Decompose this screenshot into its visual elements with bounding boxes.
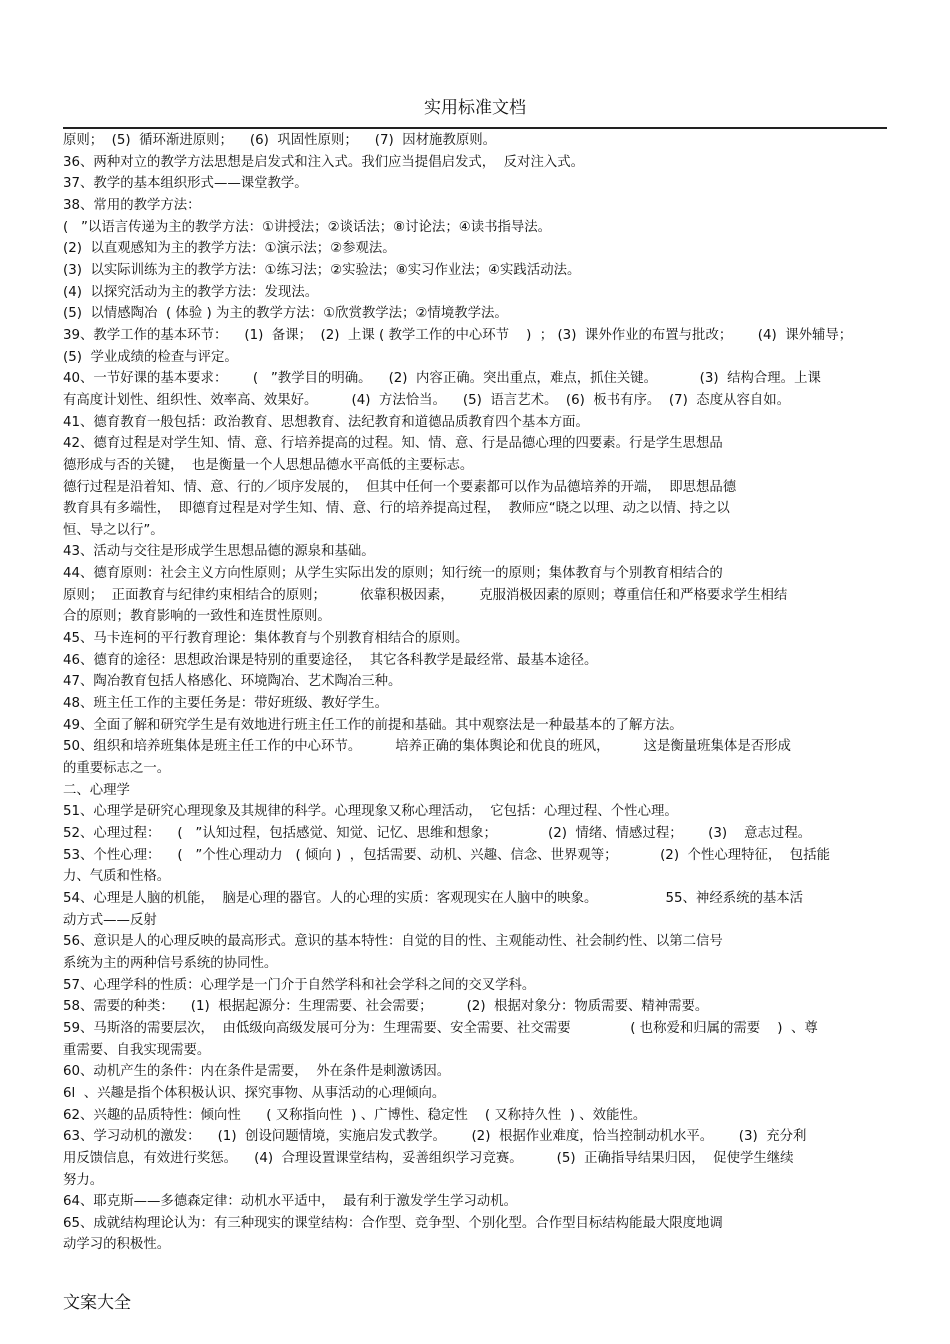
text-line: 53、个性心理： ( ”个性心理动力 ( 倾向 ) ，包括需要、动机、兴趣、信念、世界观等； (2) 个性心理特征， 包括能: [63, 847, 830, 863]
text-line: 有高度计划性、组织性、效率高、效果好。 (4) 方法恰当。 (5) 语言艺术。 (6) 板书有序。 (7) 态度从容自如。: [63, 392, 791, 408]
text-line: (3) 以实际训练为主的教学方法：①练习法；②实验法；⑧实习作业法；④实践活动法。: [63, 262, 581, 278]
text-line: 58、需要的种类： (1) 根据起源分：生理需要、社会需要； (2) 根据对象分：物质需要、精神需要。: [63, 999, 709, 1015]
text-line: 原则； (5) 循环渐进原则； (6) 巩固性原则； (7) 因材施教原则。: [63, 133, 496, 148]
text-line: 47、陶冶教育包括人格感化、环境陶冶、艺术陶冶三种。: [63, 674, 402, 690]
text-line: 动方式——反射: [63, 912, 157, 928]
text-line: 36、两种对立的教学方法思想是启发式和注入式。我们应当提倡启发式， 反对注入式。: [63, 154, 585, 170]
text-line: 恒、导之以行”。: [63, 522, 164, 538]
text-line: 的重要标志之一。: [63, 761, 171, 777]
text-line: (5) 以情感陶冶 ( 体验 ) 为主的教学方法：①欣赏教学法；②情境教学法。: [63, 306, 508, 322]
text-line: 努力。: [63, 1172, 104, 1188]
text-line: 原则； 正面教育与纪律约束相结合的原则； 依靠积极因素， 克服消极因素的原则；尊重信任和严格要求学生相结: [63, 587, 788, 603]
text-line: 60、动机产生的条件：内在条件是需要， 外在条件是刺激诱因。: [63, 1064, 451, 1080]
text-line: 重需要、自我实现需要。: [63, 1042, 211, 1058]
text-line: 德形成与否的关键， 也是衡量一个人思想品德水平高低的主要标志。: [63, 457, 474, 473]
text-line: 43、活动与交往是形成学生思想品德的源泉和基础。: [63, 544, 375, 560]
text-line: (4) 以探究活动为主的教学方法：发现法。: [63, 284, 319, 300]
text-line: 52、心理过程： ( ”认知过程，包括感觉、知觉、记忆、思维和想象； (2) 情绪、情感过程； (3) 意志过程。: [63, 826, 812, 841]
text-line: 59、马斯洛的需要层次， 由低级向高级发展可分为：生理需要、安全需要、社交需要 ( 也称爱和归属的需要 ) 、尊: [63, 1020, 818, 1036]
text-line: 40、一节好课的基本要求： ( ”教学目的明确。 (2) 内容正确。突出重点，难点，抓住关键。 (3) 结构合理。上课: [63, 371, 821, 387]
text-line: 教育具有多端性， 即德育过程是对学生知、情、意、行的培养提高过程， 教师应“晓之以理、动之以情、持之以: [63, 501, 730, 517]
text-line: 56、意识是人的心理反映的最高形式。意识的基本特性：自觉的目的性、主观能动性、社会制约性、以第二信号: [63, 934, 723, 950]
text-line: 62、兴趣的品质特性：倾向性 ( 又称指向性 ) 、广博性、稳定性 ( 又称持久性 ) 、效能性。: [63, 1107, 647, 1123]
text-line: 50、组织和培养班集体是班主任工作的中心环节。 培养正确的集体舆论和优良的班风， 这是衡量班集体是否形成: [63, 739, 791, 755]
text-line: 德行过程是沿着知、情、意、行的／顷序发展的， 但其中任何一个要素都可以作为品德培养的开端， 即思想品德: [63, 479, 737, 495]
text-line: 54、心理是人脑的机能， 脑是心理的器官。人的心理的实质：客观现实在人脑中的映象。 55、神经系统的基本活: [63, 890, 804, 906]
text-line: 48、班主任工作的主要任务是：带好班级、教好学生。: [63, 696, 389, 712]
text-line: (2) 以直观感知为主的教学方法：①演示法；②参观法。: [63, 241, 396, 257]
text-line: 64、耶克斯——多德森定律：动机水平适中， 最有利于激发学生学习动机。: [63, 1194, 518, 1210]
text-line: 63、学习动机的激发： (1) 创设问题情境，实施启发式教学。 (2) 根据作业难度，恰当控制动机水平。 (3) 充分利: [63, 1129, 807, 1145]
document-body: [63, 130, 887, 1256]
text-line: 41、德育教育一般包括：政治教育、思想教育、法纪教育和道德品质教育四个基本方面。: [63, 414, 589, 430]
text-line: 6l 、兴趣是指个体积极认识、探究事物、从事活动的心理倾向。: [63, 1085, 446, 1101]
text-line: 46、德育的途径：思想政治课是特别的重要途径， 其它各科教学是最经常、最基本途径。: [63, 652, 598, 668]
text-line: ( ”以语言传递为主的教学方法：①讲授法；②谈话法；⑧讨论法；④读书指导法。: [63, 219, 552, 235]
text-line: 39、教学工作的基本环节： (1) 备课； (2) 上课 ( 教学工作的中心环节 ) ； (3) 课外作业的布置与批改； (4) 课外辅导；: [63, 327, 853, 343]
text-line: 49、全面了解和研究学生是有效地进行班主任工作的前提和基础。其中观察法是一种最基本的了解方法。: [63, 717, 683, 733]
text-line: 力、气质和性格。: [63, 869, 171, 885]
text-line: 65、成就结构理论认为：有三种现实的课堂结构：合作型、竞争型、个别化型。合作型目标结构能最大限度地调: [63, 1215, 723, 1231]
text-line: 系统为主的两种信号系统的协同性。: [63, 955, 278, 971]
text-line: 用反馈信息，有效进行奖惩。 (4) 合理设置课堂结构，妥善组织学习竞赛。 (5) 正确指导结果归因， 促使学生继续: [63, 1150, 794, 1166]
text-line: 51、心理学是研究心理现象及其规律的科学。心理现象又称心理活动， 它包括：心理过程、个性心理。: [63, 804, 678, 820]
text-line: 57、心理学科的性质：心理学是一门介于自然学科和社会学科之间的交叉学科。: [63, 977, 536, 993]
text-line: 合的原则；教育影响的一致性和连贯性原则。: [63, 609, 331, 625]
header-divider: [63, 127, 887, 129]
text-line: 38、常用的教学方法：: [63, 197, 201, 213]
text-line: 二、心理学: [63, 782, 130, 798]
text-line: 37、教学的基本组织形式——课堂教学。: [63, 176, 308, 192]
text-line: 44、德育原则：社会主义方向性原则；从学生实际出发的原则；知行统一的原则；集体教育与个别教育相结合的: [63, 566, 723, 582]
text-line: 45、马卡连柯的平行教育理论：集体教育与个别教育相结合的原则。: [63, 631, 469, 647]
text-line: (5) 学业成绩的检查与评定。: [63, 349, 238, 365]
text-line: 动学习的积极性。: [63, 1237, 171, 1253]
page-footer: 文案大全: [63, 1293, 131, 1313]
text-line: 42、德育过程是对学生知、情、意、行培养提高的过程。知、情、意、行是品德心理的四要素。行是学生思想品: [63, 436, 723, 452]
page-header-title: 实用标准文档: [424, 98, 526, 118]
